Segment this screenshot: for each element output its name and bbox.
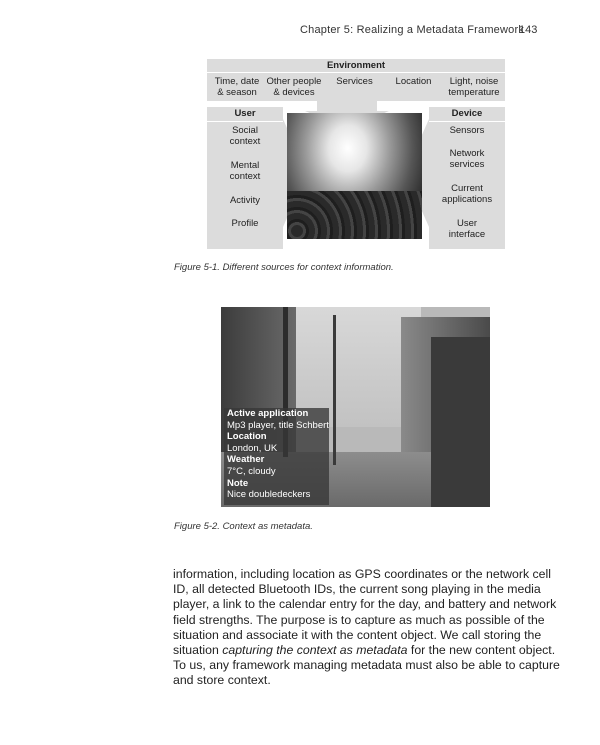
- text-line: ID, all detected Bluetooth IDs, the current song playing in the media: [173, 582, 541, 597]
- double-decker-bus: [431, 337, 490, 507]
- text-line: information, including location as GPS coordinates or the network cell: [173, 567, 551, 581]
- user-item: Profile: [231, 218, 259, 229]
- device-item: Sensors: [449, 125, 485, 136]
- overlay-label: Active application: [227, 408, 309, 419]
- text-line: player, a link to the calendar entry for the day, and battery and network: [173, 597, 557, 612]
- overlay-label: Note: [227, 477, 249, 489]
- text-line: To us, any framework managing metadata must also be able to capture: [173, 658, 560, 673]
- environment-item: Location: [395, 76, 432, 87]
- text-line: situation capturing the context as metadata for the new content object.: [173, 643, 556, 658]
- device-item: Network services: [449, 148, 485, 170]
- overlay-value: 7°C, cloudy: [227, 465, 276, 477]
- device-item: User interface: [448, 218, 486, 240]
- figure-caption: Figure 5-1. Different sources for context information.: [174, 262, 394, 273]
- user-item: Social context: [229, 125, 261, 147]
- text-line: field strengths. The purpose is to capture as much as possible of the: [173, 612, 545, 627]
- context-sources-diagram: [207, 59, 505, 249]
- page-number: 143: [519, 24, 538, 36]
- overlay-value: Mp3 player, title Schbert: [227, 419, 329, 431]
- environment-item: Services: [336, 76, 373, 87]
- user-item: Mental context: [229, 160, 261, 182]
- metadata-overlay: [224, 408, 329, 505]
- text-line: and store context.: [173, 673, 271, 688]
- crowd-silhouette: [287, 191, 422, 239]
- running-header: Chapter 5: Realizing a Metadata Framework: [300, 24, 525, 36]
- device-item: Current applications: [441, 183, 493, 205]
- environment-item: Time, date & season: [214, 76, 260, 98]
- street-lamp: [333, 315, 336, 465]
- environment-title: Environment: [326, 60, 386, 71]
- overlay-label: Location: [227, 431, 267, 443]
- figure-caption: Figure 5-2. Context as metadata.: [174, 521, 313, 532]
- overlay-value: London, UK: [227, 442, 278, 454]
- overlay-value: Nice doubledeckers: [227, 489, 311, 501]
- concert-photo: [287, 113, 422, 239]
- emphasis: capturing the context as metadata: [222, 643, 408, 658]
- environment-item: Other people & devices: [266, 76, 322, 98]
- device-box: [429, 107, 505, 249]
- overlay-label: Weather: [227, 454, 265, 466]
- user-item: Activity: [229, 195, 261, 206]
- user-title: User: [234, 108, 256, 119]
- user-box: [207, 107, 283, 249]
- device-title: Device: [451, 108, 483, 119]
- text-line: situation and associate it with the content object. We call storing the: [173, 627, 542, 642]
- body-paragraph: [173, 567, 560, 689]
- environment-item: Light, noise temperature: [448, 76, 500, 98]
- street-photo: [221, 307, 490, 507]
